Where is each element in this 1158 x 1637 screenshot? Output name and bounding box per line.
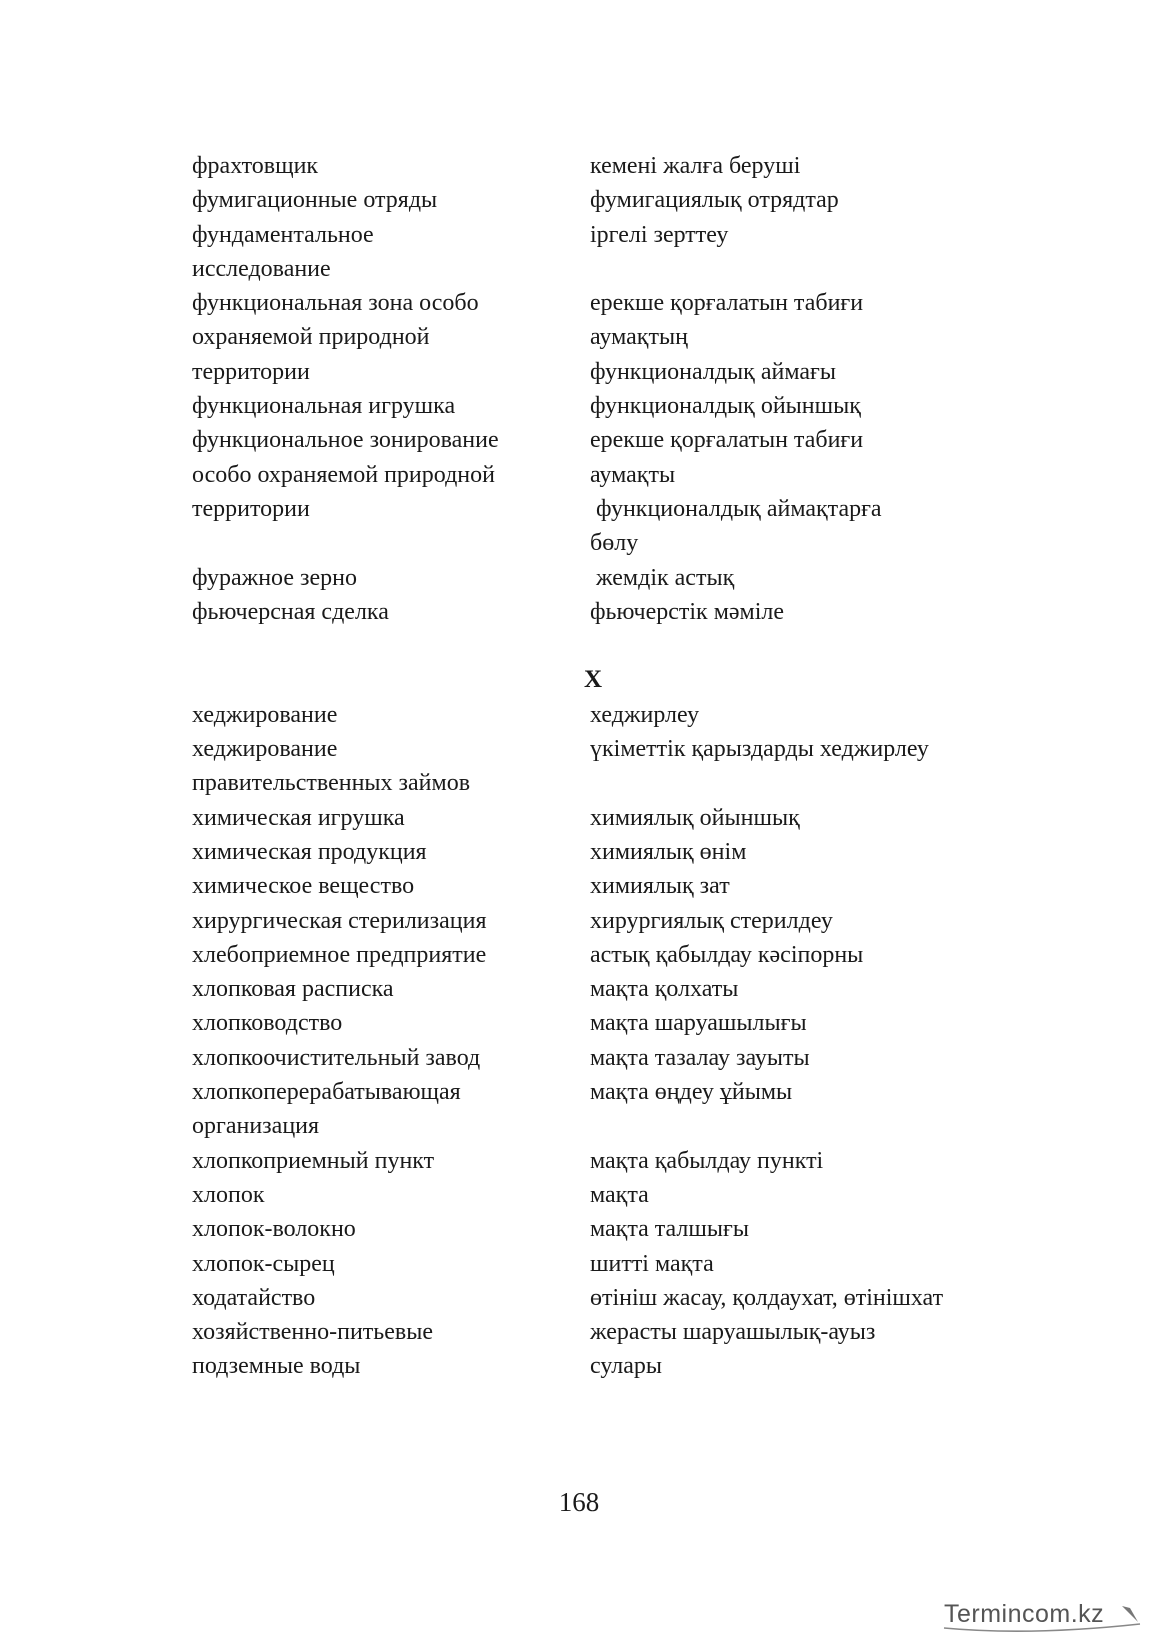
kazakh-term: үкіметтік қарыздарды хеджирлеу <box>590 736 929 763</box>
kazakh-term: өтініш жасау, қолдаухат, өтінішхат <box>590 1284 944 1311</box>
russian-term: функциональная игрушка <box>192 393 456 420</box>
kazakh-term: ерекше қорғалатын табиғи <box>590 427 864 454</box>
watermark-text: Termincom.kz <box>944 1600 1105 1628</box>
russian-term: хлопковая расписка <box>192 976 394 1003</box>
glossary-entries <box>0 149 1158 1384</box>
russian-term: хлопкоперерабатывающая <box>192 1079 461 1106</box>
kazakh-term: жерасты шаруашылық-ауыз <box>590 1319 876 1346</box>
kazakh-term: мақта шаруашылығы <box>590 1010 807 1037</box>
kazakh-term: химиялық ойыншық <box>590 804 800 831</box>
glossary-line <box>0 355 1158 389</box>
kazakh-term: мақта тазалау зауыты <box>590 1044 810 1071</box>
glossary-line <box>0 766 1158 800</box>
russian-term: хлопок-волокно <box>192 1216 356 1243</box>
russian-term: фумигационные отряды <box>192 187 438 214</box>
glossary-line <box>0 252 1158 286</box>
russian-term: исследование <box>192 255 331 282</box>
glossary-line <box>0 732 1158 766</box>
kazakh-term: бөлу <box>590 530 639 557</box>
russian-term: организация <box>192 1113 320 1140</box>
russian-term: хирургическая стерилизация <box>192 907 487 934</box>
russian-term: правительственных займов <box>192 770 471 797</box>
kazakh-term: фумигациялық отрядтар <box>590 187 839 214</box>
kazakh-term: аумақты <box>590 461 676 488</box>
russian-term: химическое вещество <box>192 873 415 900</box>
section-heading-row <box>0 663 1158 697</box>
page-number: 168 <box>558 1487 600 1517</box>
kazakh-term: мақта өңдеу ұйымы <box>590 1079 793 1106</box>
glossary-line <box>0 835 1158 869</box>
kazakh-term: шитті мақта <box>590 1250 714 1277</box>
kazakh-term: аумақтың <box>590 324 688 351</box>
glossary-line <box>0 492 1158 526</box>
glossary-line <box>0 801 1158 835</box>
russian-term: подземные воды <box>192 1353 361 1380</box>
russian-term: территории <box>192 495 310 522</box>
glossary-line <box>0 149 1158 183</box>
glossary-line <box>0 595 1158 629</box>
glossary-line <box>0 1041 1158 1075</box>
glossary-line <box>0 1247 1158 1281</box>
glossary-line <box>0 389 1158 423</box>
russian-term: хлопкоприемный пункт <box>192 1147 435 1174</box>
glossary-line <box>0 1144 1158 1178</box>
kazakh-term: мақта талшығы <box>590 1216 749 1243</box>
russian-term: химическая игрушка <box>192 804 405 831</box>
kazakh-term: ерекше қорғалатын табиғи <box>590 290 864 317</box>
russian-term: хеджирование <box>192 736 338 763</box>
glossary-line <box>0 1281 1158 1315</box>
glossary-line <box>0 1075 1158 1109</box>
russian-term: охраняемой природной <box>192 324 430 351</box>
site-watermark-logo <box>940 1598 1150 1634</box>
glossary-line <box>0 218 1158 252</box>
russian-term: функциональное зонирование <box>192 427 499 454</box>
russian-term: хлопок-сырец <box>192 1250 335 1277</box>
glossary-line <box>0 458 1158 492</box>
glossary-line <box>0 1212 1158 1246</box>
glossary-line <box>0 869 1158 903</box>
russian-term: хозяйственно-питьевые <box>192 1319 433 1346</box>
russian-term: особо охраняемой природной <box>192 461 495 488</box>
kazakh-term: жемдік астық <box>596 564 735 591</box>
russian-term: хеджирование <box>192 701 338 728</box>
glossary-line <box>0 1109 1158 1143</box>
russian-term: хлопкоочистительный завод <box>192 1044 481 1071</box>
glossary-line <box>0 1178 1158 1212</box>
russian-term: функциональная зона особо <box>192 290 479 317</box>
russian-term: территории <box>192 358 310 385</box>
kazakh-term: мақта қолхаты <box>590 976 739 1003</box>
russian-term: фрахтовщик <box>192 153 319 179</box>
kazakh-term: химиялық өнім <box>590 838 747 865</box>
russian-term: химическая продукция <box>192 838 427 865</box>
section-letter-heading: Х <box>584 666 603 694</box>
glossary-line <box>0 320 1158 354</box>
russian-term: хлопок <box>192 1181 265 1208</box>
kazakh-term: функционалдық ойыншық <box>590 393 861 420</box>
kazakh-term: хирургиялық стерилдеу <box>590 907 833 934</box>
russian-term: ходатайство <box>192 1284 316 1311</box>
kazakh-term: функционалдық аймақтарға <box>596 495 882 522</box>
kazakh-term: мақта қабылдау пункті <box>590 1147 824 1174</box>
russian-term: хлопководство <box>192 1010 343 1037</box>
glossary-line <box>0 183 1158 217</box>
kazakh-term: фьючерстік мәміле <box>590 598 785 625</box>
glossary-line <box>0 1315 1158 1349</box>
russian-term: фуражное зерно <box>192 564 357 591</box>
glossary-line <box>0 629 1158 663</box>
glossary-line <box>0 1349 1158 1383</box>
glossary-line <box>0 1006 1158 1040</box>
kazakh-term: кемені жалға беруші <box>590 153 801 179</box>
glossary-line <box>0 526 1158 560</box>
kazakh-term: сулары <box>590 1353 663 1380</box>
kazakh-term: іргелі зерттеу <box>590 221 729 248</box>
kazakh-term: хеджирлеу <box>590 701 700 728</box>
kazakh-term: химиялық зат <box>590 873 730 900</box>
glossary-line <box>0 698 1158 732</box>
russian-term: хлебоприемное предприятие <box>192 941 487 968</box>
glossary-line <box>0 286 1158 320</box>
kazakh-term: астық қабылдау кәсіпорны <box>590 941 864 968</box>
kazakh-term: мақта <box>590 1181 649 1208</box>
glossary-line <box>0 423 1158 457</box>
glossary-line <box>0 904 1158 938</box>
russian-term: фундаментальное <box>192 221 374 248</box>
glossary-line <box>0 561 1158 595</box>
glossary-line <box>0 938 1158 972</box>
russian-term: фьючерсная сделка <box>192 598 389 625</box>
kazakh-term: функционалдық аймағы <box>590 358 836 385</box>
glossary-line <box>0 972 1158 1006</box>
